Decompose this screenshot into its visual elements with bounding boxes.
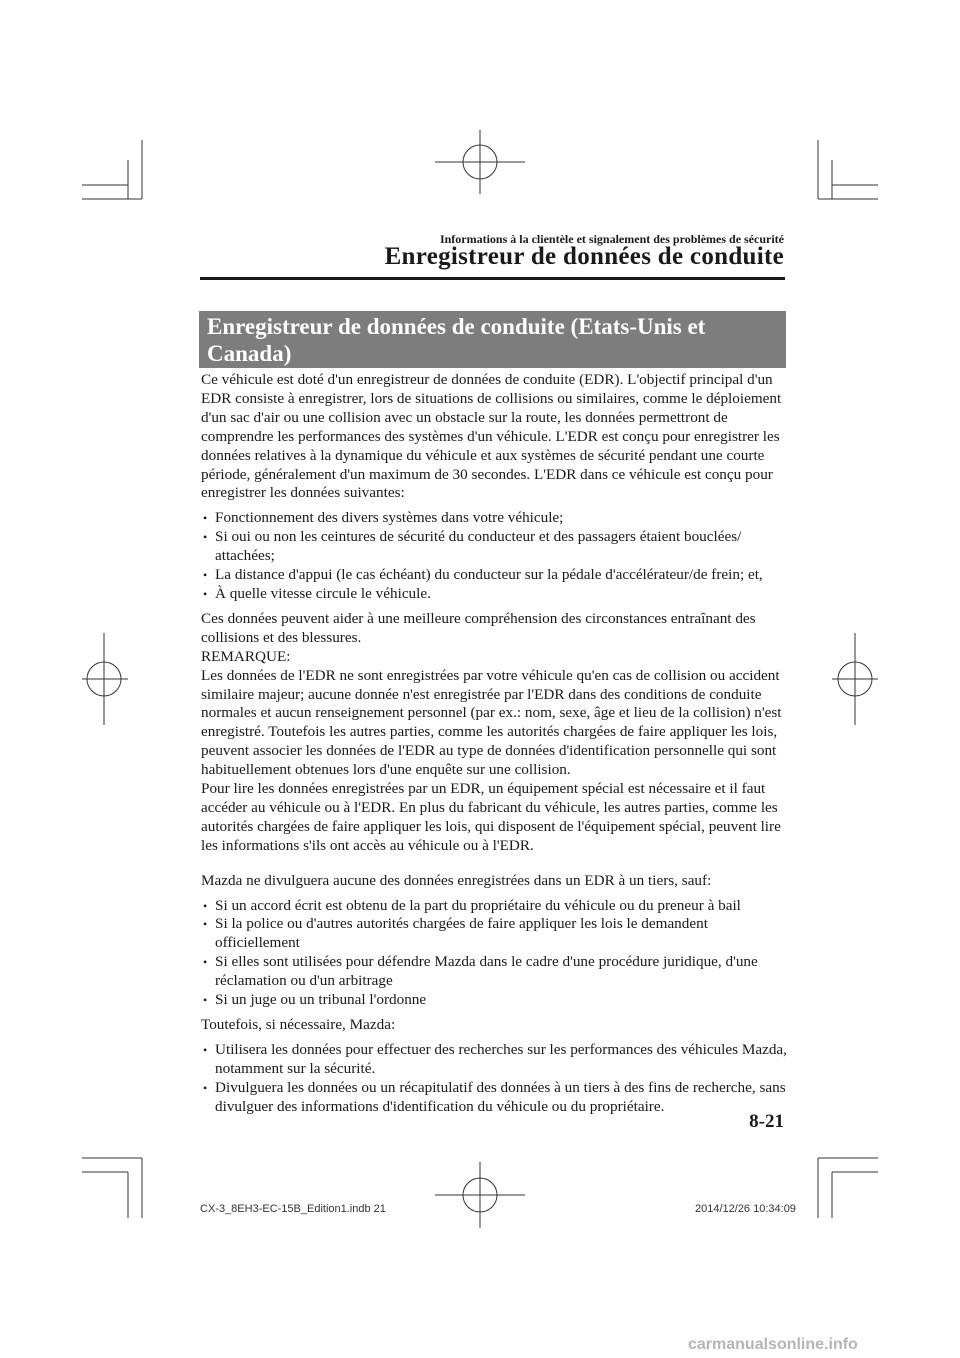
- bullet-icon: •: [203, 993, 208, 1008]
- recorded-data-list: [201, 509, 787, 604]
- list-item: • À quelle vitesse circule le véhicule.: [203, 584, 431, 602]
- remark-label: REMARQUE:: [201, 647, 291, 665]
- section-title: Enregistreur de données de conduite (Etats-Unis et Canada): [199, 311, 786, 368]
- remark-paragraph: Les données de l'EDR ne sont enregistrées par votre véhicule qu'en cas de collision ou accident similaire majeur; aucune donnée n'est enregistrée par l'EDR dans des conditions de conduite normales et aucun renseignement personnel (par ex.: nom, sexe, âge et lieu de la collision) n'est enregistré. Toutefois les autres parties, comme les autorités chargées de faire appliquer les lois, peuvent associer les données de l'EDR au type de données d'identification personnelle qui sont habituellement obtenues lors d'une enquête sur une collision.: [201, 666, 782, 779]
- bullet-icon: •: [203, 568, 208, 583]
- disclosure-list: [201, 897, 787, 1010]
- disclosure-intro: Mazda ne divulguera aucune des données enregistrées dans un EDR à un tiers, sauf:: [201, 871, 712, 889]
- bullet-icon: •: [203, 955, 208, 970]
- footer-timestamp: 2014/12/26 10:34:09: [695, 1203, 796, 1215]
- list-item: • Utilisera les données pour effectuer des recherches sur les performances des véhicules Mazda, notamment sur la sécurité.: [203, 1040, 787, 1077]
- list-item: • La distance d'appui (le cas échéant) du conducteur sur la pédale d'accélérateur/de frein; et,: [203, 566, 763, 584]
- watermark: carmanualsonline.info: [688, 1336, 858, 1353]
- reading-paragraph: Pour lire les données enregistrées par un EDR, un équipement spécial est nécessaire et il faut accéder au véhicule ou à l'EDR. En plus du fabricant du véhicule, les autres parties, comme les autorités chargées de faire appliquer les lois, qui disposent de l'équipement spécial, peuvent lire les informations s'ils ont accès au véhicule ou à l'EDR.: [201, 780, 781, 854]
- bullet-icon: •: [203, 511, 208, 526]
- bullet-icon: •: [203, 586, 208, 601]
- page-number: 8-21: [749, 1111, 784, 1132]
- footer-file-name: CX-3_8EH3-EC-15B_Edition1.indb 21: [200, 1203, 386, 1215]
- list-item: • Si un accord écrit est obtenu de la part du propriétaire du véhicule ou du preneur à bail: [203, 896, 741, 914]
- list-item: • Si oui ou non les ceintures de sécurité du conducteur et des passagers étaient bouclées/ attachées;: [203, 528, 742, 565]
- after-list-paragraph: Ces données peuvent aider à une meilleure compréhension des circonstances entraînant des collisions et des blessures.: [201, 609, 756, 646]
- list-item: • Si elles sont utilisées pour défendre Mazda dans le cadre d'une procédure juridique, d'une réclamation ou d'un arbitrage: [203, 953, 758, 990]
- main-content: [201, 371, 787, 1117]
- bullet-icon: •: [203, 1042, 208, 1057]
- bullet-icon: •: [203, 530, 208, 545]
- list-item: • Divulguera les données ou un récapitulatif des données à un tiers à des fins de recherche, sans divulguer des informations d'identification du véhicule ou du propriétaire.: [203, 1078, 786, 1115]
- header-title: Enregistreur de données de conduite: [384, 243, 784, 270]
- bullet-icon: •: [203, 917, 208, 932]
- header-rule: [200, 277, 785, 280]
- however-list: [201, 1041, 787, 1117]
- list-item: • Si la police ou d'autres autorités chargées de faire appliquer les lois le demandent officiellement: [203, 915, 708, 952]
- intro-paragraph: Ce véhicule est doté d'un enregistreur de données de conduite (EDR). L'objectif principal d'un EDR consiste à enregistrer, lors de situations de collisions ou similaires, comme le déploiement d'un sac d'air ou une collision avec un obstacle sur la route, les données permettront de comprendre les performances des systèmes d'un véhicule. L'EDR est conçu pour enregistrer les données relatives à la dynamique du véhicule et aux systèmes de sécurité pendant une courte période, généralement d'un maximum de 30 secondes. L'EDR dans ce véhicule est conçu pour enregistrer les données suivantes:: [201, 371, 782, 502]
- bullet-icon: •: [203, 1080, 208, 1095]
- however-intro: Toutefois, si nécessaire, Mazda:: [201, 1016, 396, 1033]
- bullet-icon: •: [203, 898, 208, 913]
- list-item: • Si un juge ou un tribunal l'ordonne: [203, 991, 427, 1009]
- header-subtitle: Informations à la clientèle et signalement des problèmes de sécurité: [439, 232, 784, 246]
- list-item: • Fonctionnement des divers systèmes dans votre véhicule;: [203, 509, 564, 527]
